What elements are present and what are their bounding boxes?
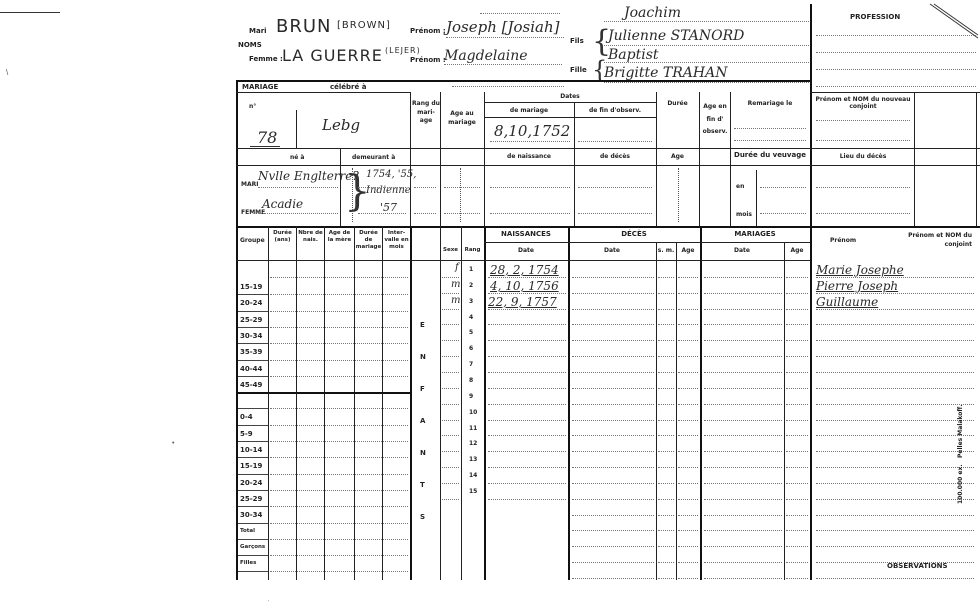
rank-label: 1 bbox=[469, 266, 474, 273]
table-row-line bbox=[658, 420, 674, 421]
table-row-line bbox=[678, 451, 698, 452]
wife-surname-variant: (LEJER) bbox=[385, 46, 421, 55]
naissance-label: de naissance bbox=[507, 153, 551, 160]
group-row-line bbox=[270, 376, 408, 377]
table-row-line bbox=[786, 324, 808, 325]
femme-row-label: FEMME bbox=[241, 209, 266, 216]
group-row-rule bbox=[238, 425, 268, 426]
table-row-line bbox=[658, 530, 674, 531]
table-row-line bbox=[816, 372, 974, 373]
table-row-line bbox=[786, 435, 808, 436]
table-row-line bbox=[572, 388, 654, 389]
residence-2: '57 bbox=[380, 201, 398, 214]
table-row-line bbox=[786, 530, 808, 531]
table-row-line bbox=[572, 356, 654, 357]
table-row-line bbox=[488, 451, 566, 452]
fils-label: Fils bbox=[570, 37, 584, 45]
group-label: 45-49 bbox=[240, 380, 263, 389]
table-row-line bbox=[442, 404, 459, 405]
table-row-line bbox=[678, 435, 698, 436]
table-row-line bbox=[786, 404, 808, 405]
table-row-line bbox=[488, 420, 566, 421]
table-row-line bbox=[786, 515, 808, 516]
table-row-line bbox=[488, 356, 566, 357]
table-row-line bbox=[704, 324, 782, 325]
rank-label: 13 bbox=[469, 456, 478, 464]
group-row-rule bbox=[238, 571, 268, 572]
son-mother: Julienne STANORD bbox=[608, 28, 745, 44]
table-row-line bbox=[572, 530, 654, 531]
table-row-line bbox=[678, 309, 698, 310]
noms-label: NOMS bbox=[238, 41, 262, 49]
rank-label: 2 bbox=[469, 281, 474, 289]
section-separator bbox=[236, 392, 410, 394]
date-mariage-label: de mariage bbox=[509, 107, 549, 114]
table-row-line bbox=[442, 451, 459, 452]
group-row-line bbox=[270, 490, 408, 491]
enfants-letter: F bbox=[420, 385, 425, 393]
mariages-label: MARIAGES bbox=[734, 230, 776, 238]
table-row-line bbox=[572, 546, 654, 547]
mari-row-label: MARI bbox=[241, 181, 259, 188]
enfants-letter: N bbox=[420, 353, 426, 361]
group-label: 10-14 bbox=[240, 446, 263, 454]
table-row-line bbox=[442, 420, 459, 421]
naissances-date-label: Date bbox=[518, 247, 534, 254]
age-mariage-label: Age au mariage bbox=[448, 110, 476, 126]
group-row-line bbox=[270, 441, 408, 442]
table-row-line bbox=[658, 467, 674, 468]
table-row-line bbox=[704, 499, 782, 500]
table-row-line bbox=[816, 324, 974, 325]
enfants-letter: E bbox=[420, 321, 425, 329]
husband-given: Joseph [Josiah] bbox=[446, 18, 560, 36]
fille-label: Fille bbox=[570, 66, 587, 74]
table-row-line bbox=[442, 293, 459, 294]
group-row-line bbox=[270, 425, 408, 426]
group-row-line bbox=[270, 277, 408, 278]
table-row-line bbox=[678, 340, 698, 341]
rank-label: 6 bbox=[469, 345, 474, 353]
table-row-line bbox=[572, 420, 654, 421]
child-1-name: Marie Josephe bbox=[816, 263, 904, 277]
prenom-nom-conjoint-col-label: Prénom et NOM du conjoint bbox=[908, 232, 972, 248]
table-row-line bbox=[816, 340, 974, 341]
table-row-line bbox=[658, 515, 674, 516]
table-row-line bbox=[658, 499, 674, 500]
child-3-birth: 22, 9, 1757 bbox=[488, 295, 557, 309]
rank-label: 8 bbox=[469, 376, 474, 384]
table-row-line bbox=[704, 515, 782, 516]
table-row-line bbox=[488, 340, 566, 341]
table-row-line bbox=[658, 340, 674, 341]
table-row-line bbox=[704, 356, 782, 357]
rang-mariage-label: Rang du mari-age bbox=[412, 100, 440, 125]
table-row-line bbox=[488, 483, 566, 484]
table-row-line bbox=[572, 435, 654, 436]
demeurant-label: demeurant à bbox=[352, 154, 396, 161]
group-row-line bbox=[270, 474, 408, 475]
rank-label: 14 bbox=[469, 472, 478, 480]
table-row-line bbox=[442, 277, 459, 278]
rank-label: 7 bbox=[469, 361, 474, 369]
age-label: Age bbox=[670, 153, 684, 160]
table-row-line bbox=[658, 356, 674, 357]
deces-age-label: Age bbox=[681, 247, 695, 254]
residence-1: 1754, '55, bbox=[366, 169, 417, 180]
dates-label: Dates bbox=[560, 93, 580, 100]
table-row-line bbox=[704, 546, 782, 547]
mois-label: mois bbox=[736, 211, 753, 218]
mariages-age-label: Age bbox=[790, 247, 804, 254]
naissances-label: NAISSANCES bbox=[501, 230, 551, 238]
group-row-rule bbox=[238, 555, 268, 556]
group-label: 40-44 bbox=[240, 364, 263, 373]
table-row-line bbox=[572, 324, 654, 325]
table-row-line bbox=[488, 467, 566, 468]
table-row-line bbox=[704, 293, 782, 294]
sm-label: s. m. bbox=[657, 247, 675, 254]
table-row-line bbox=[442, 340, 459, 341]
table-row-line bbox=[704, 562, 782, 563]
table-row-line bbox=[442, 356, 459, 357]
table-row-line bbox=[572, 404, 654, 405]
group-row-line bbox=[270, 457, 408, 458]
group-row-rule bbox=[238, 408, 268, 409]
group-row-line bbox=[270, 539, 408, 540]
table-row-line bbox=[786, 340, 808, 341]
en-label: en bbox=[736, 183, 745, 190]
observations-label: OBSERVATIONS bbox=[887, 562, 948, 570]
groupe-label: Groupe bbox=[240, 237, 265, 244]
table-row-line bbox=[704, 420, 782, 421]
table-row-line bbox=[704, 340, 782, 341]
table-row-line bbox=[786, 546, 808, 547]
enfants-letter: A bbox=[420, 417, 426, 425]
table-row-line bbox=[704, 451, 782, 452]
table-row-line bbox=[786, 467, 808, 468]
deces-date-label: Date bbox=[604, 247, 620, 254]
table-row-line bbox=[678, 546, 698, 547]
table-row-line bbox=[572, 515, 654, 516]
femme-birthplace: Acadie bbox=[262, 197, 304, 211]
table-row-line bbox=[442, 483, 459, 484]
table-row-line bbox=[678, 530, 698, 531]
rank-label: 11 bbox=[469, 424, 478, 432]
group-row-rule bbox=[238, 327, 268, 328]
child-1-birth: 28, 2, 1754 bbox=[490, 263, 559, 277]
table-row-line bbox=[816, 578, 974, 579]
duree-veuvage-label: Durée du veuvage bbox=[734, 151, 806, 159]
daughter-father: Baptist bbox=[608, 47, 659, 63]
table-row-line bbox=[704, 309, 782, 310]
group-row-rule bbox=[238, 474, 268, 475]
table-row-line bbox=[786, 451, 808, 452]
table-row-line bbox=[442, 309, 459, 310]
group-row-line bbox=[270, 506, 408, 507]
group-label: 30-34 bbox=[240, 331, 263, 340]
group-row-rule bbox=[238, 343, 268, 344]
table-row-line bbox=[816, 546, 974, 547]
lieu-deces-label: Lieu du décès bbox=[839, 153, 887, 160]
table-row-line bbox=[442, 467, 459, 468]
table-row-line bbox=[704, 530, 782, 531]
age-mere-label: Age de la mère bbox=[327, 230, 352, 244]
table-row-line bbox=[488, 435, 566, 436]
printer-label: Pelles Malakoff. bbox=[957, 404, 964, 458]
table-row-line bbox=[488, 404, 566, 405]
residence-mid: Indienne bbox=[366, 185, 411, 196]
table-row-line bbox=[816, 356, 974, 357]
group-label: 25-29 bbox=[240, 494, 263, 503]
husband-surname-variant: [BROWN] bbox=[337, 20, 391, 31]
femme-label: Femme : bbox=[249, 55, 283, 63]
group-row-rule bbox=[238, 376, 268, 377]
table-row-line bbox=[678, 420, 698, 421]
group-label: 30-34 bbox=[240, 511, 263, 520]
table-row-line bbox=[816, 435, 974, 436]
table-row-line bbox=[658, 546, 674, 547]
table-row-line bbox=[658, 483, 674, 484]
table-row-line bbox=[816, 404, 974, 405]
table-row-line bbox=[704, 483, 782, 484]
table-row-line bbox=[658, 388, 674, 389]
table-row-line bbox=[704, 435, 782, 436]
prenom-col-label: Prénom bbox=[830, 237, 857, 244]
table-row-line bbox=[572, 277, 654, 278]
rang-label: Rang bbox=[464, 247, 481, 253]
rank-label: 9 bbox=[469, 392, 474, 400]
table-row-line bbox=[678, 483, 698, 484]
table-row-line bbox=[704, 388, 782, 389]
group-row-line bbox=[270, 571, 408, 572]
table-row-line bbox=[816, 530, 974, 531]
group-row-rule bbox=[238, 490, 268, 491]
table-row-line bbox=[678, 499, 698, 500]
table-row-line bbox=[572, 467, 654, 468]
intervalle-label: Inter-valle en mois bbox=[384, 230, 409, 251]
group-label: 15-19 bbox=[240, 283, 263, 291]
group-row-rule bbox=[238, 506, 268, 507]
table-row-line bbox=[704, 404, 782, 405]
table-row-line bbox=[786, 277, 808, 278]
table-row-line bbox=[658, 451, 674, 452]
table-row-line bbox=[704, 277, 782, 278]
table-row-line bbox=[678, 467, 698, 468]
rank-label: 3 bbox=[469, 297, 474, 305]
marriage-place: Lebg bbox=[322, 116, 361, 134]
rank-label: 12 bbox=[469, 440, 478, 448]
group-row-line bbox=[270, 343, 408, 344]
table-row-line bbox=[786, 578, 808, 579]
group-row-line bbox=[270, 294, 408, 295]
group-label: 35-39 bbox=[240, 348, 263, 357]
group-row-rule bbox=[238, 294, 268, 295]
no-label: n° bbox=[249, 103, 257, 110]
table-row-line bbox=[488, 388, 566, 389]
child-2-name: Pierre Joseph bbox=[816, 279, 899, 293]
group-label: 5-9 bbox=[240, 429, 253, 438]
group-row-rule bbox=[238, 360, 268, 361]
remariage-label: Remariage le bbox=[747, 100, 793, 107]
table-row-line bbox=[816, 451, 974, 452]
copies-label: 100.000 ex. bbox=[957, 464, 964, 504]
table-row-line bbox=[678, 515, 698, 516]
group-label: 0-4 bbox=[240, 413, 253, 422]
table-row-line bbox=[678, 388, 698, 389]
rank-label: 15 bbox=[469, 487, 478, 495]
duree-ans-label: Durée (ans) bbox=[273, 230, 292, 244]
table-row-line bbox=[678, 372, 698, 373]
group-row-rule bbox=[238, 441, 268, 442]
group-label: 20-24 bbox=[240, 299, 263, 308]
rank-label: 10 bbox=[469, 408, 478, 416]
table-row-line bbox=[442, 388, 459, 389]
group-row-rule bbox=[238, 523, 268, 524]
table-row-line bbox=[572, 293, 654, 294]
table-row-line bbox=[816, 388, 974, 389]
table-row-line bbox=[786, 293, 808, 294]
group-row-line bbox=[270, 523, 408, 524]
table-row-line bbox=[572, 578, 654, 579]
mari-label: Mari bbox=[249, 27, 267, 35]
table-row-line bbox=[658, 578, 674, 579]
wife-surname: LA GUERRE bbox=[282, 46, 383, 65]
age-fin-label: Age en fin d' observ. bbox=[702, 103, 728, 136]
child-2-sex: m bbox=[451, 279, 461, 290]
profession-label: PROFESSION bbox=[850, 13, 901, 21]
table-row-line bbox=[658, 372, 674, 373]
daughter-mother: Brigitte TRAHAN bbox=[604, 65, 728, 81]
mariages-date-label: Date bbox=[734, 247, 750, 254]
marriage-date: 8,10,1752 bbox=[494, 122, 571, 140]
child-3-name: Guillaume bbox=[816, 295, 879, 309]
table-row-line bbox=[786, 388, 808, 389]
group-row-line bbox=[270, 327, 408, 328]
table-row-line bbox=[678, 277, 698, 278]
corner-diagonal-icon bbox=[925, 2, 980, 42]
table-row-line bbox=[572, 451, 654, 452]
table-row-line bbox=[786, 309, 808, 310]
table-row-line bbox=[658, 309, 674, 310]
prenom-nom-conjoint-label: Prénom et NOM du nouveau conjoint bbox=[815, 96, 911, 111]
table-row-line bbox=[488, 499, 566, 500]
table-row-line bbox=[658, 293, 674, 294]
group-label: Filles bbox=[240, 560, 257, 567]
table-row-line bbox=[658, 277, 674, 278]
table-row-line bbox=[572, 499, 654, 500]
table-row-line bbox=[442, 372, 459, 373]
table-row-line bbox=[704, 578, 782, 579]
group-row-line bbox=[270, 408, 408, 409]
table-row-line bbox=[678, 562, 698, 563]
group-label: 20-24 bbox=[240, 478, 263, 487]
duree-mariage-label: Durée de mariage bbox=[355, 230, 382, 251]
table-row-line bbox=[572, 309, 654, 310]
table-row-line bbox=[658, 435, 674, 436]
child-3-sex: m bbox=[451, 295, 461, 306]
table-row-line bbox=[572, 372, 654, 373]
mari-birthplace: Nvlle Englterre? bbox=[258, 169, 359, 183]
prenom-label-wife: Prénom : bbox=[410, 56, 446, 64]
group-row-rule bbox=[238, 539, 268, 540]
table-row-line bbox=[786, 420, 808, 421]
group-label: 15-19 bbox=[240, 462, 263, 471]
enfants-letter: N bbox=[420, 449, 426, 457]
table-row-line bbox=[658, 324, 674, 325]
celebre-label: célébré à bbox=[330, 83, 367, 91]
husband-surname: BRUN bbox=[276, 16, 332, 37]
child-1-sex: f bbox=[455, 262, 459, 273]
table-row-line bbox=[442, 324, 459, 325]
deces-col-label: DÉCÈS bbox=[621, 230, 647, 238]
group-label: 25-29 bbox=[240, 315, 263, 324]
group-row-rule bbox=[238, 311, 268, 312]
rank-label: 5 bbox=[469, 329, 474, 337]
nbre-nais-label: Nbre de nais. bbox=[298, 230, 323, 244]
group-label: Garçons bbox=[240, 543, 266, 550]
group-row-line bbox=[270, 360, 408, 361]
table-row-line bbox=[488, 372, 566, 373]
table-row-line bbox=[678, 293, 698, 294]
ne-a-label: né à bbox=[290, 154, 305, 161]
table-row-line bbox=[572, 562, 654, 563]
table-row-line bbox=[816, 483, 974, 484]
table-row-line bbox=[786, 499, 808, 500]
table-row-line bbox=[704, 467, 782, 468]
group-row-line bbox=[270, 555, 408, 556]
table-row-line bbox=[786, 483, 808, 484]
group-row-line bbox=[270, 311, 408, 312]
duree-label: Durée bbox=[667, 100, 688, 107]
rank-label: 4 bbox=[469, 313, 474, 321]
table-row-line bbox=[816, 515, 974, 516]
enfants-letter: T bbox=[420, 481, 425, 489]
table-row-line bbox=[786, 372, 808, 373]
table-row-line bbox=[678, 356, 698, 357]
child-2-birth: 4, 10, 1756 bbox=[490, 279, 559, 293]
table-row-line bbox=[678, 324, 698, 325]
table-row-line bbox=[786, 356, 808, 357]
wife-given: Magdelaine bbox=[444, 48, 528, 64]
group-row-rule bbox=[238, 457, 268, 458]
mariage-section-label: MARIAGE bbox=[242, 83, 279, 91]
table-row-line bbox=[572, 340, 654, 341]
date-fin-label: de fin d'observ. bbox=[588, 107, 642, 114]
table-row-line bbox=[678, 578, 698, 579]
table-row-line bbox=[816, 499, 974, 500]
table-row-line bbox=[442, 499, 459, 500]
marriage-number: 78 bbox=[257, 128, 278, 147]
table-row-line bbox=[816, 467, 974, 468]
table-row-line bbox=[678, 404, 698, 405]
deces-label: de décès bbox=[599, 153, 630, 160]
table-row-line bbox=[658, 562, 674, 563]
prenom-label-husband: Prénom : bbox=[410, 27, 446, 35]
table-row-line bbox=[658, 404, 674, 405]
enfants-letter: S bbox=[420, 513, 426, 521]
table-row-line bbox=[786, 562, 808, 563]
son-father: Joachim bbox=[624, 5, 681, 21]
table-row-line bbox=[816, 420, 974, 421]
table-row-line bbox=[488, 324, 566, 325]
table-row-line bbox=[572, 483, 654, 484]
table-row-line bbox=[704, 372, 782, 373]
sexe-label: Sexe bbox=[443, 247, 458, 253]
table-row-line bbox=[442, 435, 459, 436]
group-label: Total bbox=[240, 527, 256, 534]
